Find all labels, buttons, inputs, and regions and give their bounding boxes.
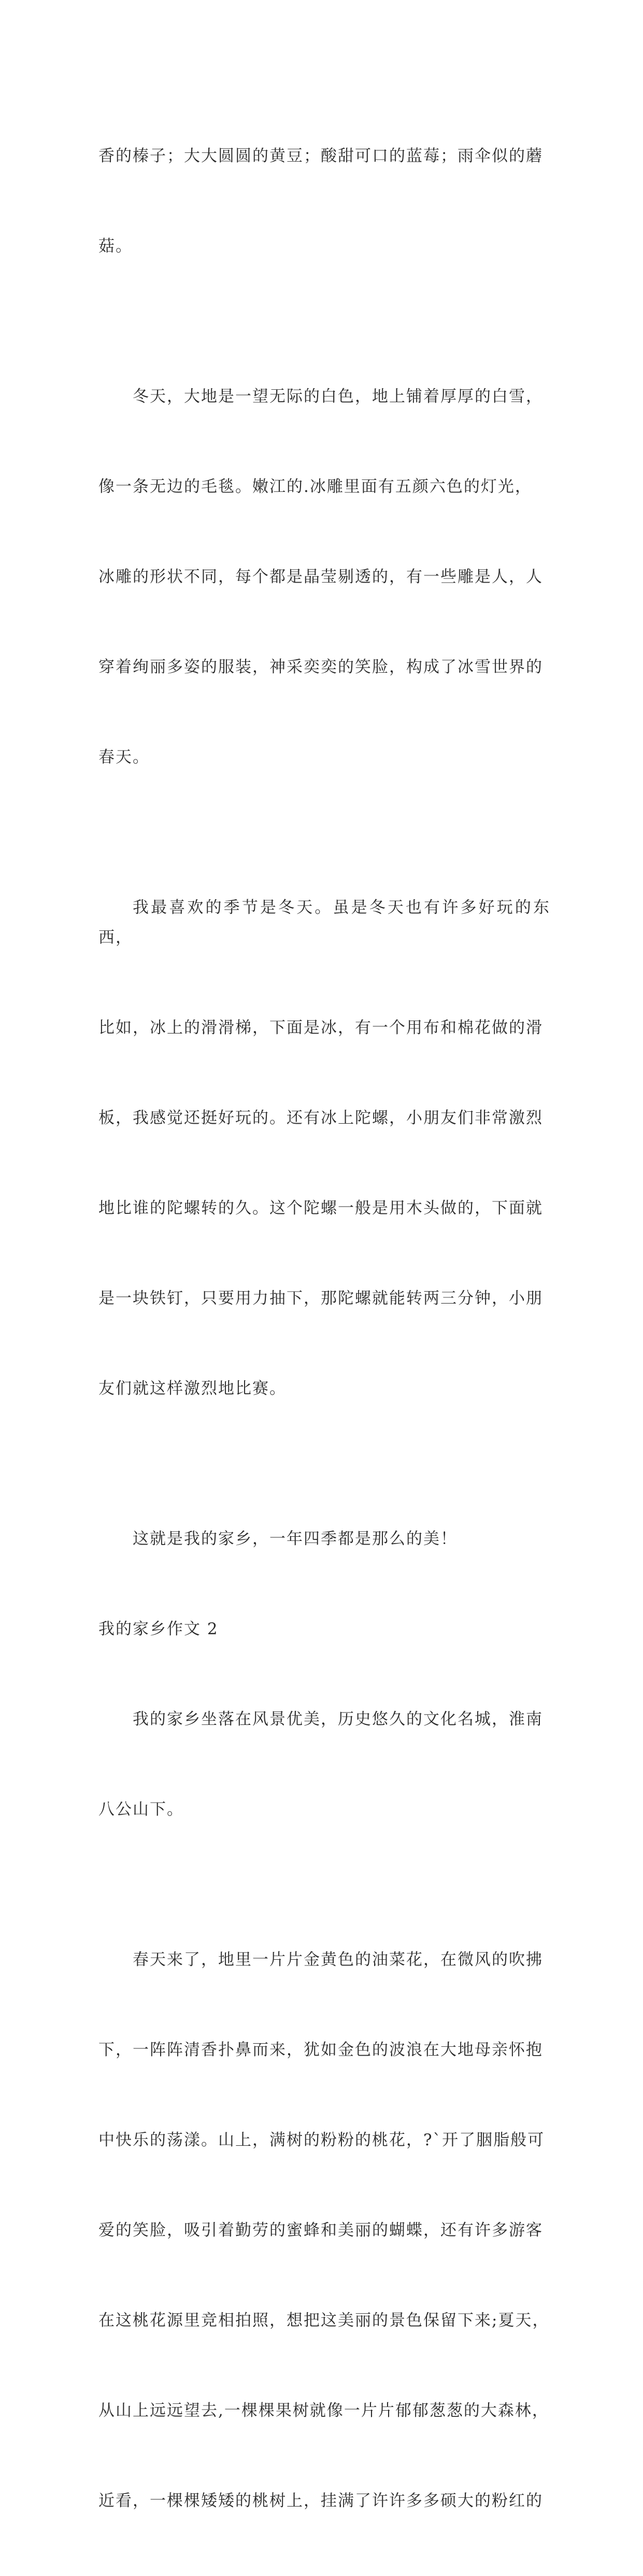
document-body xyxy=(98,81,550,2576)
text-line: 春天来了，地里一片片金黄色的油菜花，在微风的吹拂 xyxy=(133,1950,543,1969)
text-line: 友们就这样激烈地比赛。 xyxy=(98,1379,287,1398)
text-line: 这就是我的家乡，一年四季都是那么的美！ xyxy=(133,1530,458,1548)
text-line: 是一块铁钉，只要用力抽下，那陀螺就能转两三分钟，小朋 xyxy=(98,1289,543,1308)
text-line: 冰雕的形状不同，每个都是晶莹剔透的，有一些雕是人，人 xyxy=(98,568,543,586)
text-line: 从山上远远望去,一棵棵果树就像一片片郁郁葱葱的大森林， xyxy=(98,2401,549,2420)
paragraph-continuation xyxy=(98,81,550,321)
text-line: 板，我感觉还挺好玩的。还有冰上陀螺，小朋友们非常激烈 xyxy=(98,1109,543,1127)
text-line: 在这桃花源里竞相拍照，想把这美丽的景色保留下来;夏天， xyxy=(98,2311,550,2330)
text-line: 比如，冰上的滑滑梯，下面是冰，有一个用布和棉花做的滑 xyxy=(98,1018,543,1037)
heading-text: 我的家乡作文 2 xyxy=(98,1620,219,1638)
text-line: 我的家乡坐落在风景优美，历史悠久的文化名城，淮南 xyxy=(133,1710,543,1729)
paragraph-winter xyxy=(98,321,550,832)
text-line: 冬天，大地是一望无际的白色，地上铺着厚厚的白雪， xyxy=(133,387,543,406)
paragraph-spring xyxy=(98,1885,550,2576)
section-heading xyxy=(98,1614,550,1644)
text-line: 菇。 xyxy=(98,237,133,256)
text-line: 春天。 xyxy=(98,748,150,767)
text-line: 穿着绚丽多姿的服装，神采奕奕的笑脸，构成了冰雪世界的 xyxy=(98,658,543,676)
text-line: 我最喜欢的季节是冬天。虽是冬天也有许多好玩的东西， xyxy=(98,898,550,947)
text-line: 八公山下。 xyxy=(98,1800,184,1819)
text-line: 爱的笑脸，吸引着勤劳的蜜蜂和美丽的蝴蝶，还有许多游客 xyxy=(98,2221,543,2240)
paragraph-favorite-season xyxy=(98,832,550,1464)
paragraph-conclusion xyxy=(98,1464,550,1614)
text-line: 香的榛子；大大圆圆的黄豆；酸甜可口的蓝莓；雨伞似的蘑 xyxy=(98,147,543,165)
text-line: 地比谁的陀螺转的久。这个陀螺一般是用木头做的，下面就 xyxy=(98,1199,543,1218)
text-line: 下，一阵阵清香扑鼻而来，犹如金色的波浪在大地母亲怀抱 xyxy=(98,2041,543,2059)
text-line: 像一条无边的毛毯。嫩江的.冰雕里面有五颜六色的灯光， xyxy=(98,477,532,496)
paragraph-hometown-location xyxy=(98,1644,550,1885)
text-line: 近看，一棵棵矮矮的桃树上，挂满了许许多多硕大的粉红的 xyxy=(98,2492,543,2510)
text-line: 中快乐的荡漾。山上，满树的粉粉的桃花，?`开了胭脂般可 xyxy=(98,2131,545,2149)
